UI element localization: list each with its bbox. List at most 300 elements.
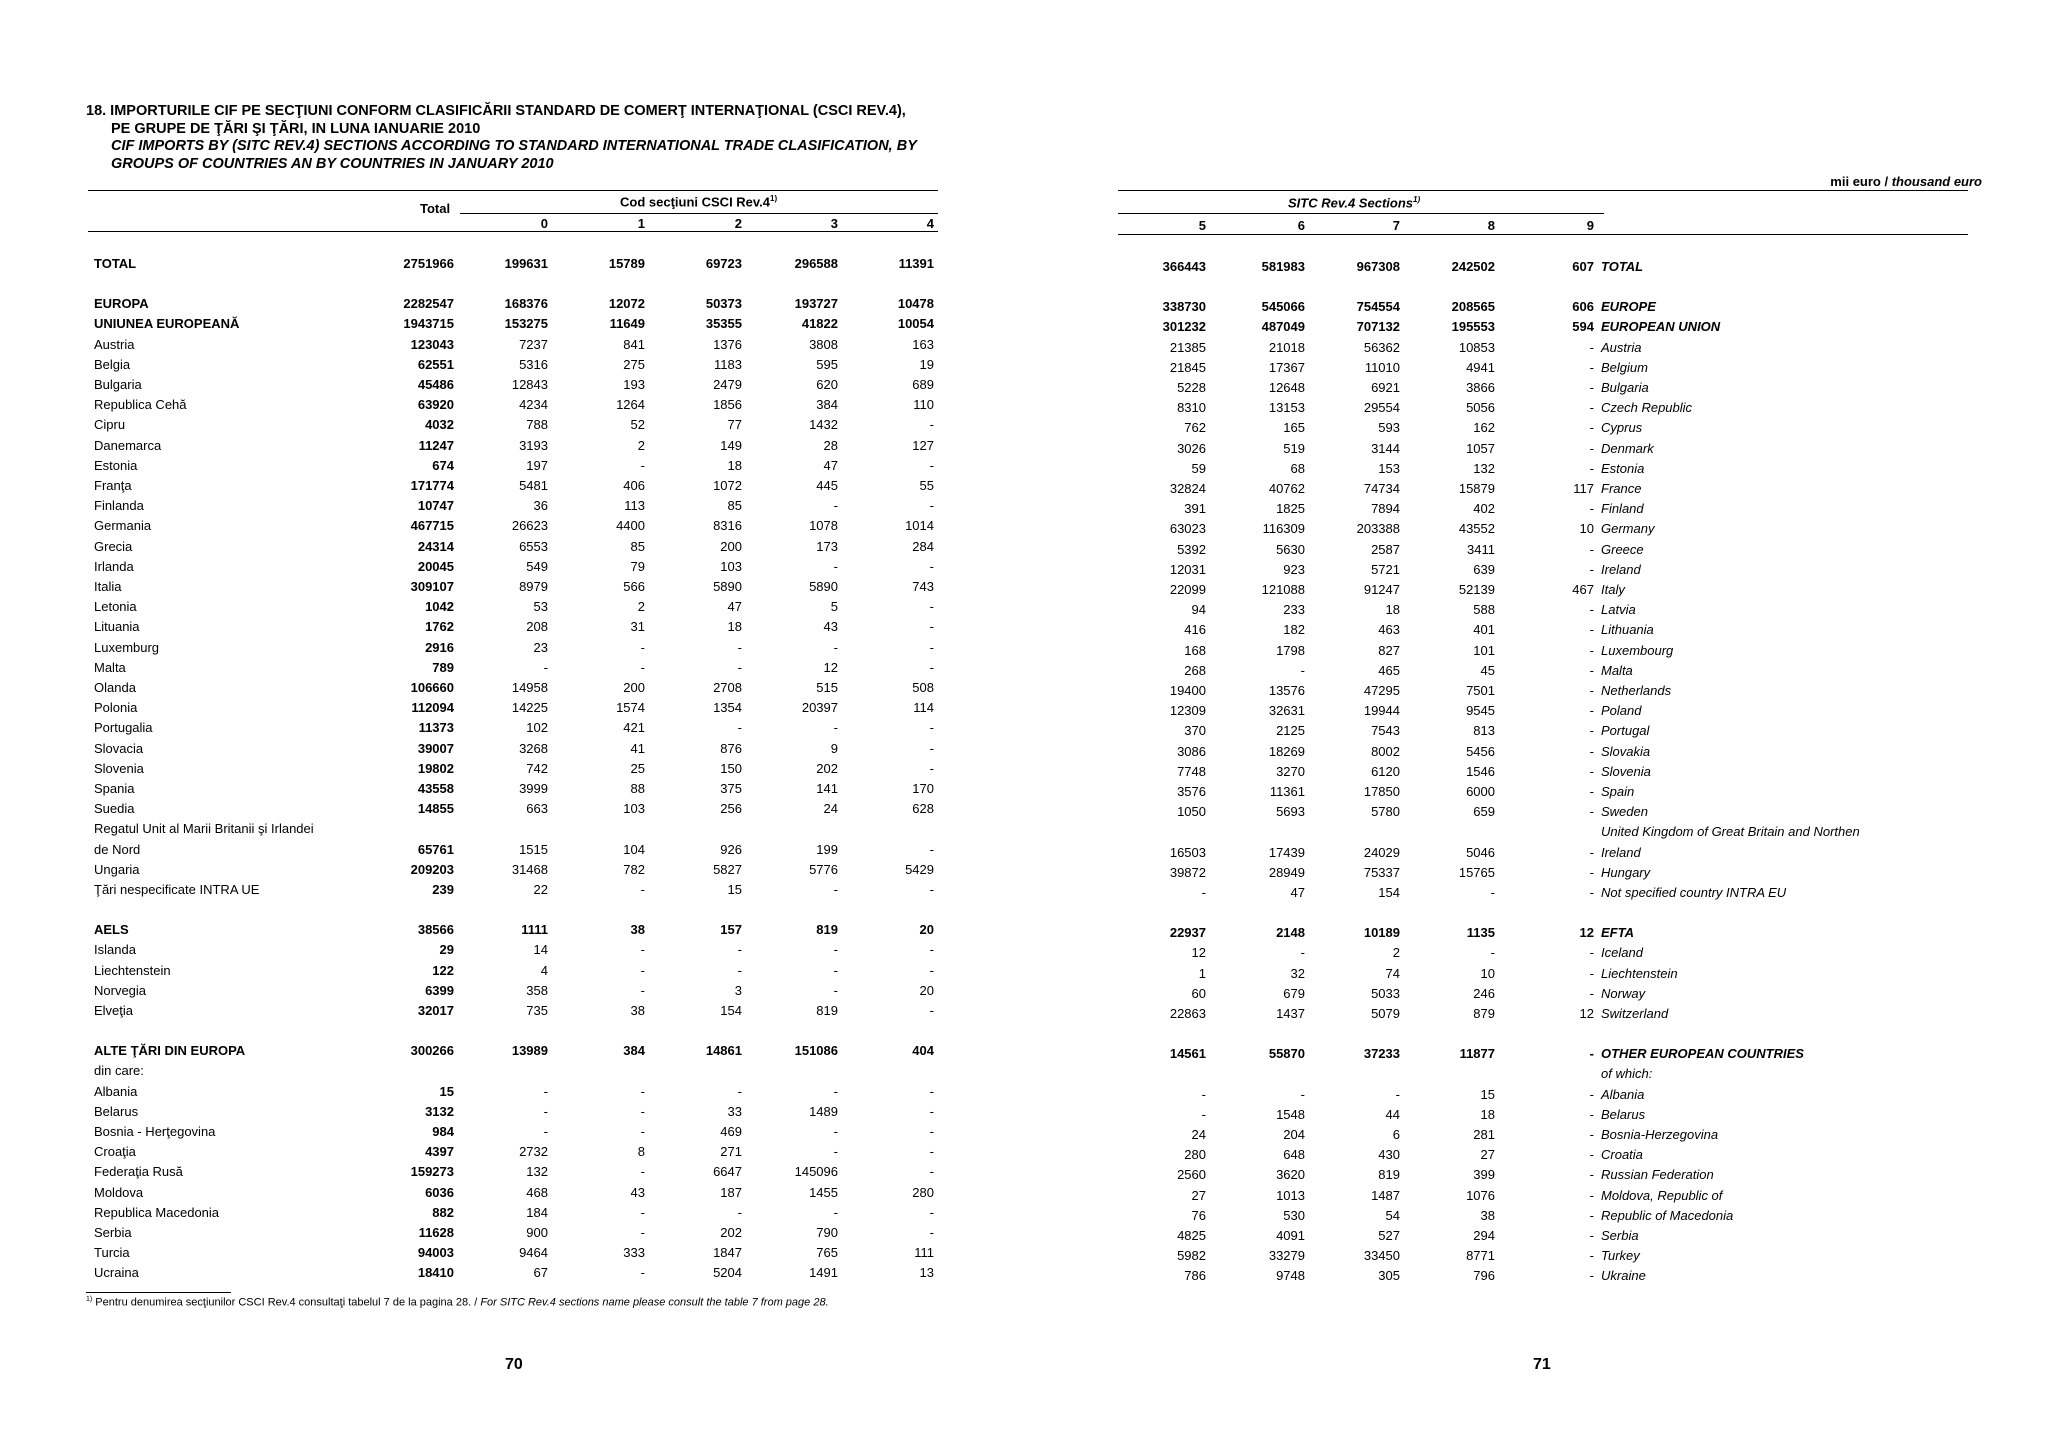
cell-section-5: 12 bbox=[1191, 945, 1206, 961]
cell-total: 4032 bbox=[425, 417, 454, 433]
cell-section-5: 60 bbox=[1191, 985, 1206, 1001]
cell-section-9: - bbox=[1589, 1106, 1594, 1122]
cell-section-3: 1455 bbox=[809, 1184, 838, 1200]
cell-section-5: 366443 bbox=[1162, 259, 1206, 274]
row-label-ro: Slovenia bbox=[94, 760, 144, 776]
cell-section-9: - bbox=[1589, 985, 1594, 1001]
cell-section-4: 13 bbox=[919, 1265, 934, 1281]
cell-section-6: 182 bbox=[1283, 622, 1305, 638]
cell-section-2: 2708 bbox=[713, 680, 742, 695]
unit-ro: mii euro bbox=[1830, 174, 1881, 189]
cell-section-8: - bbox=[1490, 885, 1495, 900]
table-title bbox=[86, 103, 986, 173]
cell-section-6: 1548 bbox=[1276, 1106, 1305, 1122]
cell-section-4: 11391 bbox=[898, 256, 934, 271]
cell-section-4: 55 bbox=[919, 478, 934, 493]
cell-section-1: 15789 bbox=[608, 256, 645, 271]
row-label-en: Switzerland bbox=[1601, 1006, 1669, 1021]
row-label-ro: Austria bbox=[94, 336, 135, 352]
cell-section-9: 467 bbox=[1572, 582, 1594, 597]
cell-total: 11373 bbox=[418, 720, 454, 736]
cell-section-9: - bbox=[1589, 460, 1594, 476]
table-row-right bbox=[0, 501, 2000, 521]
cell-section-0: 3193 bbox=[519, 437, 548, 453]
cell-section-1: 79 bbox=[630, 558, 645, 574]
cell-section-5: 39872 bbox=[1169, 864, 1206, 880]
right-col-header-5: 5 bbox=[1198, 218, 1206, 233]
cell-section-0: 53 bbox=[533, 599, 548, 615]
cell-section-3: - bbox=[833, 498, 838, 514]
cell-section-4: 19 bbox=[919, 356, 934, 372]
cell-section-4: - bbox=[929, 740, 934, 756]
cell-section-0: 23 bbox=[533, 639, 548, 655]
row-label-en: Ukraine bbox=[1601, 1268, 1646, 1284]
cell-section-1: 566 bbox=[623, 579, 645, 594]
cell-section-2: 5204 bbox=[713, 1265, 742, 1281]
cell-total: 32017 bbox=[417, 1003, 454, 1018]
cell-section-5: 168 bbox=[1184, 642, 1206, 658]
cell-section-0: 5316 bbox=[519, 356, 548, 372]
cell-total: 19802 bbox=[417, 760, 454, 776]
cell-total: 1042 bbox=[425, 599, 454, 615]
row-label-en: Bulgaria bbox=[1601, 380, 1649, 395]
cell-section-3: 445 bbox=[816, 478, 838, 493]
cell-section-4: - bbox=[929, 1083, 934, 1099]
cell-section-3: 41822 bbox=[801, 316, 838, 332]
cell-section-1: 88 bbox=[630, 781, 645, 796]
cell-section-4: 508 bbox=[912, 680, 934, 695]
cell-section-2: 202 bbox=[720, 1225, 742, 1240]
cell-section-5: 59 bbox=[1191, 460, 1206, 476]
cell-section-3: - bbox=[833, 1083, 838, 1099]
cell-section-5: - bbox=[1201, 1086, 1206, 1102]
cell-section-2: 271 bbox=[720, 1144, 742, 1160]
cell-section-6: 40762 bbox=[1268, 481, 1305, 496]
cell-section-2: 6647 bbox=[713, 1164, 742, 1180]
cell-section-1: 2 bbox=[637, 437, 645, 453]
cell-section-8: 588 bbox=[1473, 602, 1495, 618]
table-row-right bbox=[0, 521, 2000, 541]
cell-section-5: - bbox=[1201, 1106, 1206, 1122]
cell-total: 159273 bbox=[410, 1164, 454, 1180]
cell-section-2: 18 bbox=[727, 457, 742, 473]
cell-section-0: 2732 bbox=[519, 1144, 548, 1160]
cell-section-6: - bbox=[1300, 1086, 1305, 1102]
table-row-right bbox=[0, 1066, 2000, 1086]
cell-section-2: 375 bbox=[720, 781, 742, 796]
cell-section-9: - bbox=[1589, 622, 1594, 638]
cell-section-9: - bbox=[1589, 400, 1594, 416]
table-row-right bbox=[0, 925, 2000, 945]
cell-section-4: - bbox=[929, 599, 934, 615]
row-label-ro: TOTAL bbox=[94, 256, 137, 271]
cell-section-8: 796 bbox=[1473, 1268, 1495, 1284]
cell-section-8: 1076 bbox=[1466, 1187, 1495, 1203]
cell-section-6: 9748 bbox=[1276, 1268, 1305, 1284]
cell-section-1: 2 bbox=[637, 599, 645, 615]
cell-section-6: 17367 bbox=[1268, 359, 1305, 375]
cell-section-6: 55870 bbox=[1268, 1046, 1305, 1062]
cell-section-0: 199631 bbox=[504, 256, 548, 271]
cell-section-0: 168376 bbox=[504, 296, 548, 312]
cell-section-7: 1487 bbox=[1371, 1187, 1400, 1203]
cell-total: 4397 bbox=[425, 1144, 454, 1160]
cell-section-7: 5079 bbox=[1371, 1006, 1400, 1021]
cell-section-8: 6000 bbox=[1466, 784, 1495, 799]
cell-section-0: 7237 bbox=[519, 336, 548, 352]
cell-section-3: 819 bbox=[816, 1003, 838, 1018]
row-label-en: Portugal bbox=[1601, 723, 1650, 739]
cell-section-5: 22863 bbox=[1169, 1006, 1206, 1021]
cell-section-0: 1111 bbox=[521, 922, 548, 938]
row-label-ro: Republica Macedonia bbox=[94, 1204, 220, 1220]
cell-section-1: - bbox=[640, 1103, 645, 1119]
row-label-ro: ALTE ŢĂRI DIN EUROPA bbox=[94, 1043, 246, 1059]
cell-section-4: 170 bbox=[912, 781, 934, 796]
cell-section-1: - bbox=[640, 1124, 645, 1139]
table-row-right bbox=[0, 1087, 2000, 1107]
page-number-right: 71 bbox=[1533, 1356, 1551, 1373]
cell-section-2: 154 bbox=[720, 1003, 742, 1018]
cell-section-1: 421 bbox=[623, 720, 645, 736]
cell-section-6: 165 bbox=[1283, 420, 1305, 436]
cell-section-9: - bbox=[1589, 743, 1594, 759]
row-label-ro: Slovacia bbox=[94, 740, 144, 756]
cell-section-1: 841 bbox=[623, 336, 645, 352]
cell-section-0: 153275 bbox=[504, 316, 548, 332]
row-label-en: Albania bbox=[1601, 1086, 1645, 1102]
cell-section-4: - bbox=[929, 1164, 934, 1180]
cell-section-7: 153 bbox=[1378, 460, 1400, 476]
cell-section-7: 465 bbox=[1378, 662, 1400, 678]
cell-total: 29 bbox=[439, 942, 454, 958]
cell-section-0: - bbox=[543, 659, 548, 675]
cell-section-5: 21845 bbox=[1169, 359, 1206, 375]
right-col-header-8: 8 bbox=[1487, 218, 1495, 233]
cell-section-9: - bbox=[1589, 885, 1594, 900]
right-header-group bbox=[1288, 195, 1420, 210]
cell-section-9: - bbox=[1589, 420, 1594, 436]
cell-section-2: 18 bbox=[727, 619, 742, 635]
cell-section-6: 5693 bbox=[1276, 804, 1305, 820]
cell-section-3: 1489 bbox=[809, 1103, 838, 1119]
cell-section-2: 5827 bbox=[713, 861, 742, 877]
cell-total: 15 bbox=[439, 1083, 454, 1099]
cell-section-7: 74734 bbox=[1363, 481, 1400, 496]
cell-section-7: 10189 bbox=[1363, 925, 1400, 941]
cell-total: 300266 bbox=[410, 1043, 454, 1059]
cell-section-6: 581983 bbox=[1261, 259, 1305, 274]
cell-section-6: 530 bbox=[1283, 1207, 1305, 1223]
cell-section-1: - bbox=[640, 1164, 645, 1180]
row-label-ro: Danemarca bbox=[94, 437, 162, 453]
cell-section-2: 876 bbox=[720, 740, 742, 756]
row-label-en: OTHER EUROPEAN COUNTRIES bbox=[1601, 1046, 1804, 1062]
cell-section-3: 5776 bbox=[809, 861, 838, 877]
table-row-right bbox=[0, 481, 2000, 501]
cell-section-6: - bbox=[1300, 662, 1305, 678]
table-row-right bbox=[0, 602, 2000, 622]
row-label-en: United Kingdom of Great Britain and Northen bbox=[1601, 824, 1860, 840]
cell-section-8: 1135 bbox=[1466, 925, 1495, 941]
row-label-ro: Olanda bbox=[94, 680, 136, 695]
cell-total: 20045 bbox=[417, 558, 454, 574]
cell-section-5: 12309 bbox=[1169, 703, 1206, 719]
left-col-header-2: 2 bbox=[734, 216, 742, 231]
row-label-ro: AELS bbox=[94, 922, 129, 938]
cell-section-4: - bbox=[929, 882, 934, 897]
cell-section-2: 47 bbox=[727, 599, 742, 615]
table-row-right bbox=[0, 1046, 2000, 1066]
cell-total: 63920 bbox=[417, 397, 454, 413]
cell-section-3: 765 bbox=[816, 1245, 838, 1261]
cell-section-2: 157 bbox=[720, 922, 742, 938]
row-label-ro: Ţări nespecificate INTRA UE bbox=[94, 882, 260, 897]
cell-section-4: - bbox=[929, 1204, 934, 1220]
cell-section-7: 6921 bbox=[1371, 380, 1400, 395]
cell-section-0: 184 bbox=[526, 1204, 548, 1220]
cell-section-8: 101 bbox=[1473, 642, 1495, 658]
cell-section-7: 203388 bbox=[1356, 521, 1400, 537]
cell-section-1: 12072 bbox=[608, 296, 645, 312]
cell-section-9: - bbox=[1589, 1228, 1594, 1243]
cell-section-2: 2479 bbox=[713, 377, 742, 392]
cell-section-8: 15879 bbox=[1458, 481, 1495, 496]
left-col-header-3: 3 bbox=[830, 216, 838, 231]
table-row-right bbox=[0, 865, 2000, 885]
cell-section-5: 2560 bbox=[1177, 1167, 1206, 1183]
row-label-en: Ireland bbox=[1601, 561, 1641, 577]
table-row-right bbox=[0, 885, 2000, 905]
cell-section-3: 384 bbox=[816, 397, 838, 413]
row-label-ro: Republica Cehă bbox=[94, 397, 187, 413]
left-header-top-rule bbox=[88, 190, 938, 191]
row-label-ro: Croaţia bbox=[94, 1144, 136, 1160]
cell-section-1: - bbox=[640, 1204, 645, 1220]
cell-total: 2751966 bbox=[403, 256, 454, 271]
footnote-en: For SITC Rev.4 sections name please consult the table 7 from page 28. bbox=[480, 1296, 829, 1309]
cell-section-9: - bbox=[1589, 945, 1594, 961]
row-label-ro: Elveţia bbox=[94, 1003, 134, 1018]
cell-section-6: 923 bbox=[1283, 561, 1305, 577]
cell-section-9: - bbox=[1589, 642, 1594, 658]
table-row-right bbox=[0, 340, 2000, 360]
cell-section-2: 1354 bbox=[713, 700, 742, 716]
cell-section-6: - bbox=[1300, 945, 1305, 961]
row-label-ro: Belgia bbox=[94, 356, 131, 372]
cell-section-5: 12031 bbox=[1169, 561, 1206, 577]
cell-section-6: 68 bbox=[1290, 460, 1305, 476]
cell-total: 1762 bbox=[425, 619, 454, 635]
cell-section-7: 6 bbox=[1392, 1127, 1400, 1142]
table-row-right bbox=[0, 1107, 2000, 1127]
cell-section-6: 13576 bbox=[1268, 683, 1305, 698]
cell-section-1: 193 bbox=[623, 377, 645, 392]
cell-section-7: 47295 bbox=[1363, 683, 1400, 698]
left-header-group bbox=[620, 194, 777, 209]
cell-section-3: - bbox=[833, 558, 838, 574]
cell-section-1: 200 bbox=[623, 680, 645, 695]
cell-section-8: 7501 bbox=[1466, 683, 1495, 698]
cell-total: 45486 bbox=[417, 377, 454, 392]
cell-section-8: 132 bbox=[1473, 460, 1495, 476]
cell-section-0: 742 bbox=[526, 760, 548, 776]
cell-section-5: 24 bbox=[1191, 1127, 1206, 1142]
cell-section-5: 5982 bbox=[1177, 1248, 1206, 1264]
row-label-ro: Franţa bbox=[94, 478, 132, 493]
right-header-group-label: SITC Rev.4 Sections bbox=[1288, 195, 1413, 211]
cell-section-8: 27 bbox=[1480, 1147, 1495, 1163]
right-header-group-sup: 1) bbox=[1413, 195, 1421, 204]
cell-section-4: - bbox=[929, 760, 934, 776]
cell-section-0: 14958 bbox=[511, 680, 548, 695]
cell-section-2: 469 bbox=[720, 1124, 742, 1139]
left-header-group-sup: 1) bbox=[770, 194, 778, 203]
cell-section-9: 607 bbox=[1572, 259, 1594, 274]
cell-section-7: 7543 bbox=[1371, 723, 1400, 739]
cell-section-5: 1 bbox=[1198, 965, 1206, 981]
cell-section-5: 1050 bbox=[1177, 804, 1206, 820]
cell-section-7: 593 bbox=[1378, 420, 1400, 436]
cell-section-0: 468 bbox=[526, 1184, 548, 1200]
cell-section-3: 515 bbox=[816, 680, 838, 695]
cell-section-1: - bbox=[640, 962, 645, 978]
cell-section-5: 76 bbox=[1191, 1207, 1206, 1223]
cell-section-7: 74 bbox=[1385, 965, 1400, 981]
cell-section-8: 15 bbox=[1480, 1086, 1495, 1102]
table-row-right bbox=[0, 1228, 2000, 1248]
cell-section-8: 879 bbox=[1473, 1006, 1495, 1021]
table-row-right bbox=[0, 764, 2000, 784]
cell-total: 2916 bbox=[425, 639, 454, 655]
cell-section-0: 6553 bbox=[519, 538, 548, 554]
cell-section-2: 256 bbox=[720, 801, 742, 817]
cell-total: 239 bbox=[432, 882, 454, 897]
cell-section-4: 20 bbox=[919, 982, 934, 998]
cell-section-8: 15765 bbox=[1458, 864, 1495, 880]
cell-section-5: 94 bbox=[1191, 602, 1206, 618]
cell-section-6: 32631 bbox=[1268, 703, 1305, 719]
cell-section-2: - bbox=[737, 1083, 742, 1099]
cell-section-3: 790 bbox=[816, 1225, 838, 1240]
cell-section-3: - bbox=[833, 882, 838, 897]
row-label-en: Iceland bbox=[1601, 945, 1643, 961]
cell-section-8: 1057 bbox=[1466, 440, 1495, 456]
row-label-en: Italy bbox=[1601, 582, 1625, 597]
table-row-right bbox=[0, 1248, 2000, 1268]
cell-section-5: 370 bbox=[1184, 723, 1206, 739]
cell-section-3: 620 bbox=[816, 377, 838, 392]
cell-section-1: - bbox=[640, 1265, 645, 1281]
cell-section-0: 1515 bbox=[519, 841, 548, 857]
cell-section-6: 233 bbox=[1283, 602, 1305, 618]
cell-section-0: 36 bbox=[533, 498, 548, 514]
table-row-right bbox=[0, 966, 2000, 986]
cell-section-1: - bbox=[640, 639, 645, 655]
cell-section-6: 11361 bbox=[1269, 784, 1305, 799]
cell-section-0: 197 bbox=[526, 457, 548, 473]
cell-section-3: 24 bbox=[823, 801, 838, 817]
cell-section-2: - bbox=[737, 1204, 742, 1220]
cell-section-2: 1072 bbox=[713, 478, 742, 493]
cell-section-4: - bbox=[929, 1103, 934, 1119]
cell-section-9: - bbox=[1589, 1086, 1594, 1102]
table-row-right bbox=[0, 360, 2000, 380]
table-row-right bbox=[0, 1208, 2000, 1228]
cell-section-0: 12843 bbox=[511, 377, 548, 392]
cell-section-0: 3268 bbox=[519, 740, 548, 756]
cell-section-8: 5056 bbox=[1466, 400, 1495, 416]
cell-total: 309107 bbox=[410, 579, 454, 594]
cell-section-8: 162 bbox=[1473, 420, 1495, 436]
row-label-ro: Ucraina bbox=[94, 1265, 139, 1281]
cell-section-3: 5 bbox=[830, 599, 838, 615]
row-label-ro: Norvegia bbox=[94, 982, 147, 998]
cell-section-2: 149 bbox=[720, 437, 742, 453]
cell-section-1: - bbox=[640, 882, 645, 897]
cell-section-7: 154 bbox=[1378, 885, 1400, 900]
row-label-ro: Albania bbox=[94, 1083, 138, 1099]
cell-total: 123043 bbox=[410, 336, 454, 352]
row-label-ro: Luxemburg bbox=[94, 639, 160, 655]
row-label-ro: Cipru bbox=[94, 417, 126, 433]
cell-section-7: 56362 bbox=[1363, 339, 1400, 355]
cell-section-4: 10478 bbox=[897, 296, 934, 312]
row-label-ro: Letonia bbox=[94, 599, 137, 615]
cell-section-4: - bbox=[929, 457, 934, 473]
cell-section-8: 3411 bbox=[1467, 541, 1495, 557]
row-label-en: Greece bbox=[1601, 541, 1644, 557]
row-label-en: Russian Federation bbox=[1601, 1167, 1714, 1183]
table-row-right bbox=[0, 542, 2000, 562]
cell-section-9: - bbox=[1589, 1167, 1594, 1183]
cell-section-0: 102 bbox=[526, 720, 548, 736]
cell-section-7: 24029 bbox=[1363, 844, 1400, 860]
row-label-en: Cyprus bbox=[1601, 420, 1643, 436]
cell-total: 43558 bbox=[417, 781, 454, 796]
cell-section-5: - bbox=[1201, 885, 1206, 900]
cell-section-5: 268 bbox=[1184, 662, 1206, 678]
table-row-right bbox=[0, 441, 2000, 461]
cell-section-9: - bbox=[1589, 662, 1594, 678]
row-label-ro: Spania bbox=[94, 781, 135, 796]
cell-section-4: 1014 bbox=[905, 518, 934, 534]
cell-total: 209203 bbox=[410, 861, 454, 877]
table-row-right bbox=[0, 461, 2000, 481]
cell-section-1: 103 bbox=[623, 801, 645, 817]
cell-section-7: 5780 bbox=[1371, 804, 1400, 820]
cell-section-5: 338730 bbox=[1162, 299, 1206, 315]
cell-section-9: - bbox=[1589, 440, 1594, 456]
cell-section-8: 10853 bbox=[1458, 339, 1495, 355]
cell-section-1: 52 bbox=[630, 417, 645, 433]
cell-section-8: 281 bbox=[1473, 1127, 1495, 1142]
cell-section-4: - bbox=[929, 1003, 934, 1018]
row-label-en: Moldova, Republic of bbox=[1601, 1187, 1723, 1203]
cell-section-6: 17439 bbox=[1268, 844, 1305, 860]
cell-section-5: 786 bbox=[1184, 1268, 1206, 1284]
cell-section-3: 3808 bbox=[809, 336, 838, 352]
cell-section-7: 2 bbox=[1392, 945, 1400, 961]
cell-section-5: 3576 bbox=[1177, 784, 1206, 799]
cell-section-2: - bbox=[737, 639, 742, 655]
cell-section-4: 628 bbox=[912, 801, 934, 817]
row-label-ro: Lituania bbox=[94, 619, 140, 635]
cell-section-7: 75337 bbox=[1363, 864, 1400, 880]
table-row-right bbox=[0, 986, 2000, 1006]
left-header-group-label: Cod secţiuni CSCI Rev.4 bbox=[620, 194, 771, 210]
cell-section-6: 3620 bbox=[1276, 1167, 1305, 1183]
